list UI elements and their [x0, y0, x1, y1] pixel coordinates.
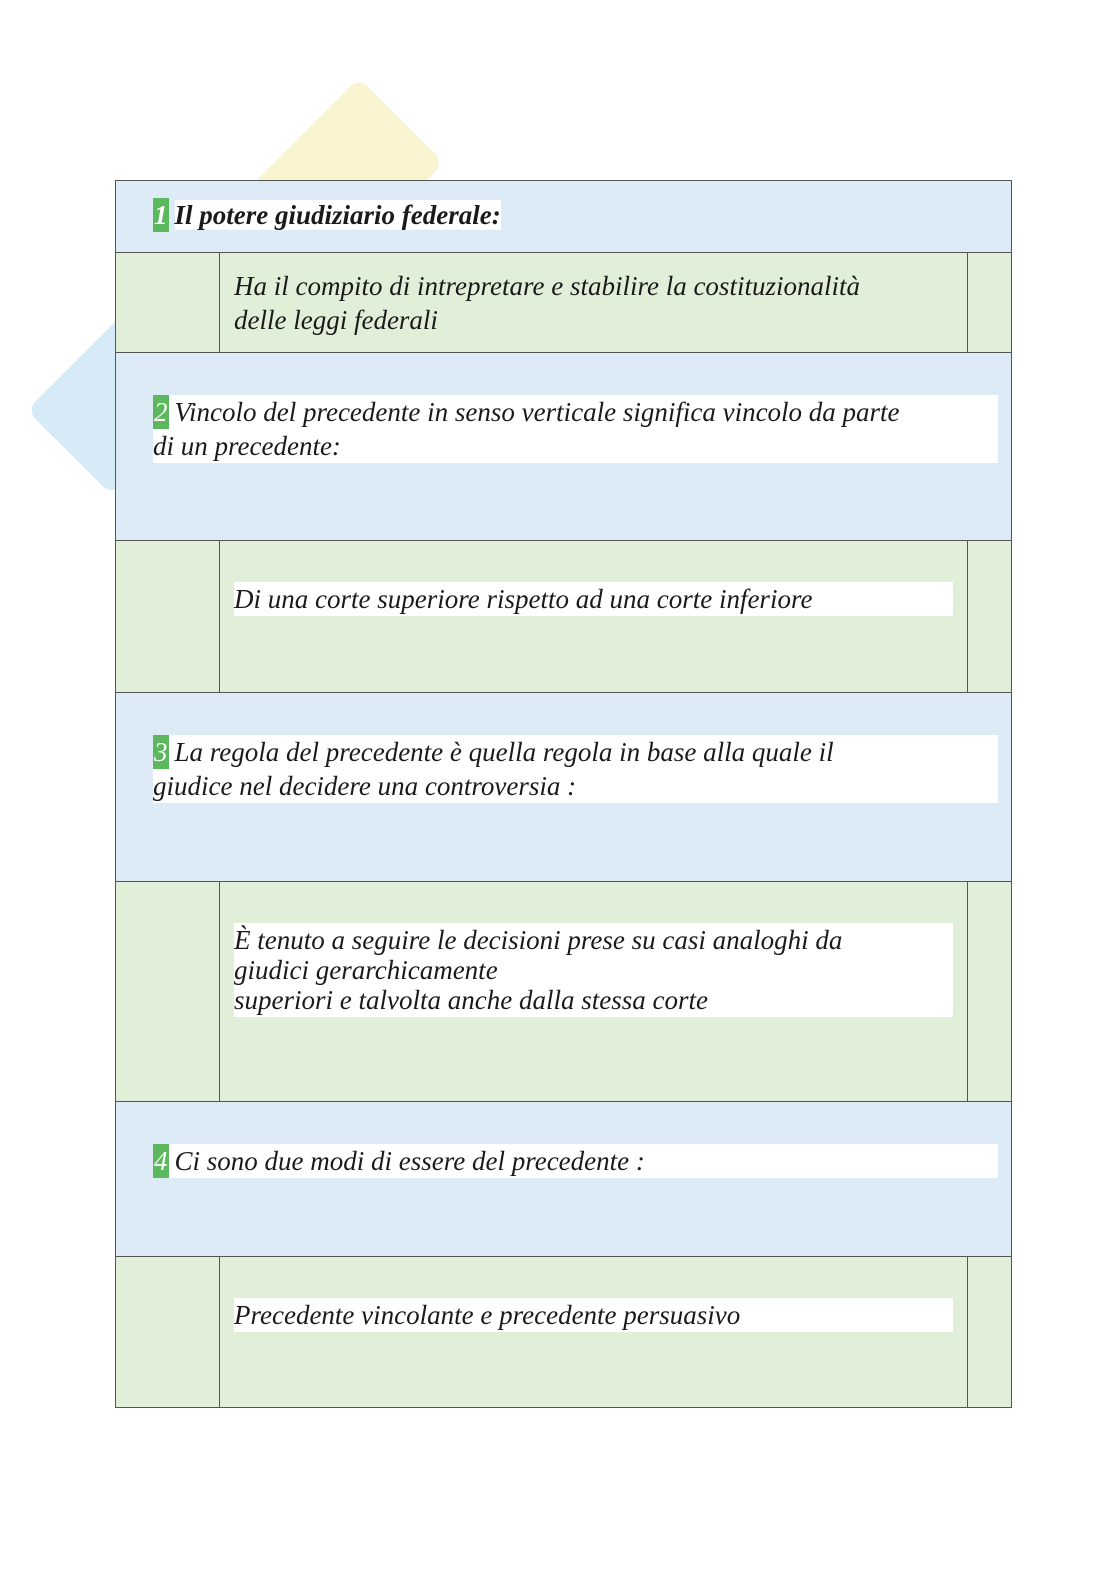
answer-row — [116, 541, 1011, 693]
answer-text: Ha il compito di intrepretare e stabilire la costituzionalità delle leggi federali — [234, 271, 860, 335]
answer-left-cell — [116, 253, 220, 352]
answer-right-cell — [967, 253, 1011, 352]
question-text: 1 Il potere giudiziario federale: — [154, 200, 501, 230]
question-text: 4 Ci sono due modi di essere del precedente : — [153, 1144, 998, 1178]
question-text: 3 La regola del precedente è quella regola in base alla quale il giudice nel decidere una controversia : — [153, 735, 998, 803]
question-number: 3 — [154, 737, 168, 767]
question-row — [116, 181, 1011, 253]
answer-right-cell — [967, 1257, 1011, 1407]
answer-left-cell — [116, 882, 220, 1101]
answer-text: Precedente vincolante e precedente persuasivo — [234, 1298, 953, 1332]
answer-left-cell — [116, 541, 220, 692]
question-row — [116, 1102, 1011, 1257]
answer-right-cell — [967, 541, 1011, 692]
answer-row — [116, 1257, 1011, 1407]
question-number: 2 — [154, 397, 168, 427]
quiz-table — [115, 180, 1012, 1408]
answer-row — [116, 882, 1011, 1102]
question-row — [116, 353, 1011, 541]
answer-right-cell — [967, 882, 1011, 1101]
answer-text: Di una corte superiore rispetto ad una corte inferiore — [234, 582, 953, 616]
answer-text: È tenuto a seguire le decisioni prese su casi analoghi da giudici gerarchicamente superiori e talvolta anche dalla stessa corte — [234, 923, 953, 1017]
answer-left-cell — [116, 1257, 220, 1407]
question-number: 1 — [154, 200, 168, 230]
question-number: 4 — [154, 1146, 168, 1176]
answer-row — [116, 253, 1011, 353]
question-row — [116, 693, 1011, 882]
question-text: 2 Vincolo del precedente in senso verticale significa vincolo da parte di un precedente: — [153, 395, 998, 463]
